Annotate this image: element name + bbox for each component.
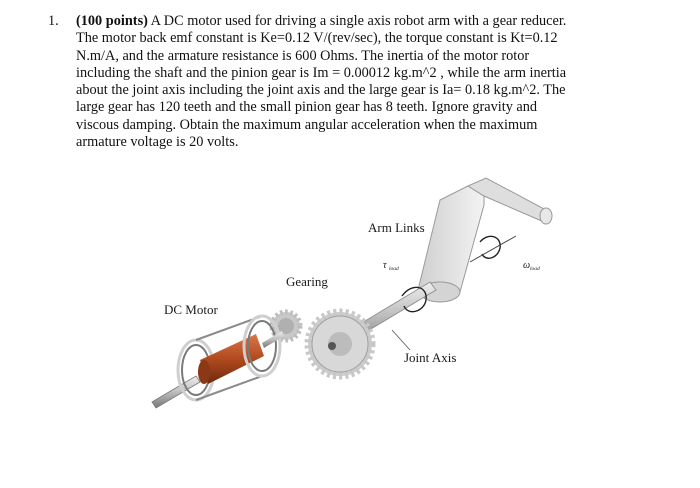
- problem-line: armature voltage is 20 volts.: [76, 134, 239, 151]
- tau-subscript: load: [389, 266, 399, 272]
- problem-line: N.m/A, and the armature resistance is 600 Ohms. The inertia of the motor rotor: [76, 47, 530, 64]
- problem-line: about the joint axis including the joint axis and the large gear is Ia= 0.18 kg.m^2. The: [76, 82, 566, 99]
- points-label: (100 points): [76, 13, 148, 29]
- dc-motor: [152, 316, 284, 408]
- joint-axis-leader: [392, 330, 410, 350]
- problem-line: (100 points) A DC motor used for driving a single axis robot arm with a gear reducer.: [76, 13, 567, 29]
- gearing-label: Gearing: [286, 274, 328, 289]
- joint-axis-label: Joint Axis: [404, 350, 457, 365]
- problem-line: The motor back emf constant is Ke=0.12 V/(rev/sec), the torque constant is Kt=0.12: [76, 30, 558, 47]
- problem-number: 1.: [48, 13, 59, 29]
- tau-load-label: [383, 260, 399, 272]
- problem-line: viscous damping. Obtain the maximum angular acceleration when the maximum: [76, 116, 538, 133]
- arm-links: [418, 178, 552, 302]
- arm-links-label: Arm Links: [368, 220, 425, 235]
- dc-motor-label: DC Motor: [164, 302, 218, 317]
- problem-line: including the shaft and the pinion gear is Im = 0.00012 kg.m^2 , while the arm inertia: [76, 64, 567, 81]
- large-gear: [308, 312, 372, 376]
- omega-subscript: load: [530, 266, 540, 272]
- omega-load-label: [523, 260, 540, 272]
- tau-symbol: τ: [383, 260, 387, 271]
- load-axis-line: [470, 236, 516, 262]
- omega-symbol: ω: [523, 260, 531, 271]
- problem-line: large gear has 120 teeth and the small pinion gear has 8 teeth. Ignore gravity and: [76, 99, 538, 116]
